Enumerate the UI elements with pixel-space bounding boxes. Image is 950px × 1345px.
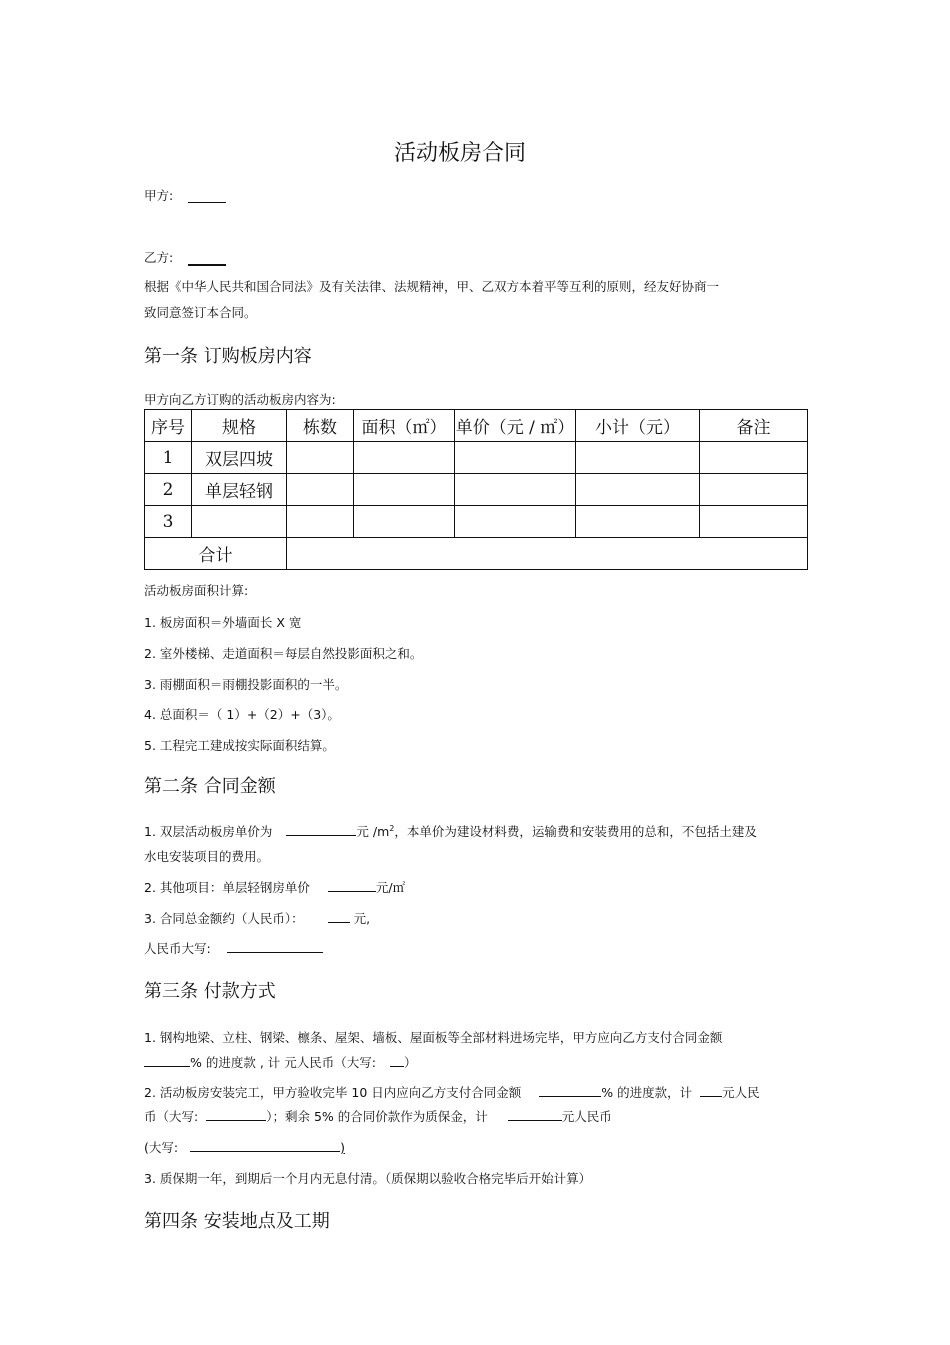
table-cell[interactable] <box>287 474 354 506</box>
item2-prefix: 2. 其他项目：单层轻钢房单价 <box>144 880 310 895</box>
table-cell[interactable] <box>455 442 576 474</box>
calc-item: 1. 板房面积＝外墙面长 X 宽 <box>144 615 302 630</box>
table-header-row <box>145 410 808 442</box>
section3-item1-line2 <box>144 1053 416 1071</box>
table-cell[interactable] <box>576 442 700 474</box>
calc-item: 5. 工程完工建成按实际面积结算。 <box>144 738 335 753</box>
item2-unit: 元/㎡ <box>375 880 406 895</box>
table-total-row <box>145 538 808 570</box>
item2-line2c: 元人民币 <box>561 1109 612 1124</box>
item2-line3b: ) <box>340 1140 345 1155</box>
item1-rest: ，本单价为建设材料费，运输费和安装费用的总和，不包括土建及 <box>394 824 757 839</box>
calc-item: 3. 雨棚面积＝雨棚投影面积的一半。 <box>144 677 348 692</box>
percent1-blank[interactable] <box>144 1054 190 1067</box>
section2-item1 <box>144 822 757 840</box>
table-cell: 单层轻钢 <box>192 474 287 506</box>
table-row <box>145 474 808 506</box>
calc-item: 4. 总面积＝（ 1）+（2）+（3）。 <box>144 707 340 722</box>
section2-heading: 第二条 合同金额 <box>144 776 276 797</box>
item2-line1c: 元人民 <box>722 1085 760 1100</box>
table-row <box>145 506 808 538</box>
item4-label: 人民币大写: <box>144 941 211 956</box>
table-cell[interactable] <box>287 442 354 474</box>
party-a-label <box>144 186 173 204</box>
table-cell: 2 <box>145 474 192 506</box>
section3-heading: 第三条 付款方式 <box>144 981 276 1002</box>
table-cell: 1 <box>145 442 192 474</box>
table-cell[interactable] <box>576 506 700 538</box>
header-cell: 面积（㎡） <box>354 410 455 442</box>
table-cell: 3 <box>145 506 192 538</box>
unit-price-blank[interactable] <box>286 823 356 836</box>
total-amount-blank[interactable] <box>328 910 350 923</box>
section1-heading: 第一条 订购板房内容 <box>144 346 312 367</box>
table-cell[interactable] <box>700 442 808 474</box>
item1-unit: 元 /m <box>356 824 390 839</box>
steel-price-blank[interactable] <box>328 879 376 892</box>
section2-item1-line2: 水电安装项目的费用。 <box>144 849 270 864</box>
item1-sup: 2 <box>389 823 395 833</box>
calc-title: 活动板房面积计算: <box>144 583 249 598</box>
document-title: 活动板房合同 <box>394 141 527 166</box>
order-table <box>144 409 808 570</box>
total-value-cell[interactable] <box>287 538 808 570</box>
section2-item4 <box>144 939 323 957</box>
header-cell: 小计（元） <box>576 410 700 442</box>
item1-line2b: ） <box>403 1055 417 1070</box>
header-cell: 备注 <box>700 410 808 442</box>
table-cell[interactable] <box>354 474 455 506</box>
section1-lead: 甲方向乙方订购的活动板房内容为: <box>144 392 336 407</box>
party-b-text: 乙方: <box>144 250 174 265</box>
section2-item3 <box>144 909 370 927</box>
item2-line3a: (大写: <box>144 1140 179 1155</box>
uppercase-amount-blank[interactable] <box>227 940 323 953</box>
table-cell[interactable] <box>354 506 455 538</box>
section3-item3: 3. 质保期一年，到期后一个月内无息付清。（质保期以验收合格完毕后开始计算） <box>144 1171 592 1186</box>
table-cell[interactable] <box>354 442 455 474</box>
table-cell[interactable] <box>192 506 287 538</box>
party-a-text: 甲方: <box>144 188 174 203</box>
section3-item1-line1: 1. 钢构地梁、立柱、钢梁、檩条、屋架、墙板、屋面板等全部材料进场完毕，甲方应向乙方支付合同金额 <box>144 1030 723 1045</box>
item1-prefix: 1. 双层活动板房单价为 <box>144 824 273 839</box>
section2-item2 <box>144 878 405 896</box>
uppercase3-blank[interactable] <box>190 1139 340 1152</box>
table-row <box>145 442 808 474</box>
item3-unit: 元, <box>353 911 371 926</box>
section3-item2-line1 <box>144 1083 760 1101</box>
party-a-blank[interactable] <box>188 190 226 203</box>
item2-line2a: 币（大写: <box>144 1109 199 1124</box>
uppercase1-blank[interactable] <box>390 1054 404 1067</box>
header-cell: 单价（元 / ㎡） <box>455 410 576 442</box>
table-cell: 双层四坡 <box>192 442 287 474</box>
section3-item2-line2 <box>144 1107 612 1125</box>
header-cell: 序号 <box>145 410 192 442</box>
table-cell[interactable] <box>287 506 354 538</box>
table-cell[interactable] <box>455 506 576 538</box>
item2-line2b: ）；剩余 5% 的合同价款作为质保金，计 <box>266 1109 488 1124</box>
party-b-blank[interactable] <box>188 252 226 266</box>
item2-line1a: 2. 活动板房安装完工，甲方验收完毕 10 日内应向乙方支付合同金额 <box>144 1085 522 1100</box>
header-cell: 规格 <box>192 410 287 442</box>
party-b-label <box>144 248 173 266</box>
item2-line1b: % 的进度款，计 <box>601 1085 693 1100</box>
item1-line2a: % 的进度款 , 计 元人民币（大写: <box>190 1055 376 1070</box>
calc-item: 2. 室外楼梯、走道面积＝每层自然投影面积之和。 <box>144 646 423 661</box>
section3-item2-line3 <box>144 1138 345 1156</box>
intro-line-1: 根据《中华人民共和国合同法》及有关法律、法规精神，甲、乙双方本着平等互利的原则，经友好协商一 <box>144 279 720 294</box>
warranty-amount-blank[interactable] <box>508 1108 562 1121</box>
table-cell[interactable] <box>576 474 700 506</box>
section4-heading: 第四条 安装地点及工期 <box>144 1211 330 1232</box>
percent2-blank[interactable] <box>539 1084 601 1097</box>
table-cell[interactable] <box>700 506 808 538</box>
uppercase2-blank[interactable] <box>206 1108 266 1121</box>
total-label-cell: 合计 <box>145 538 287 570</box>
table-cell[interactable] <box>455 474 576 506</box>
table-cell[interactable] <box>700 474 808 506</box>
item3-prefix: 3. 合同总金额约（人民币）： <box>144 911 304 926</box>
header-cell: 栋数 <box>287 410 354 442</box>
amount2-blank[interactable] <box>700 1084 722 1097</box>
intro-line-2: 致同意签订本合同。 <box>144 305 257 320</box>
